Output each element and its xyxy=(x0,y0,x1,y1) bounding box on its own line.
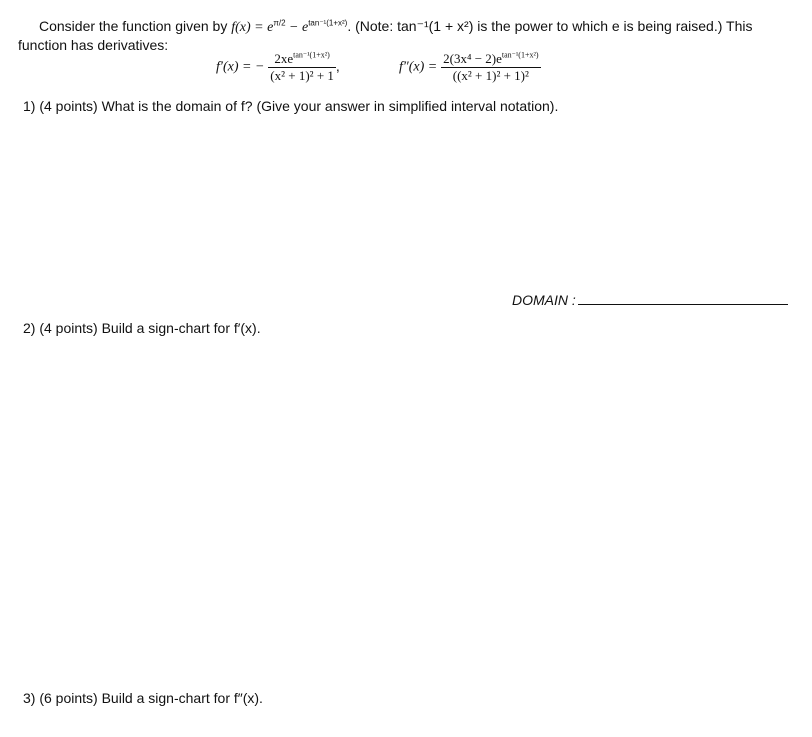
fprime-fraction xyxy=(268,51,336,84)
comma: , xyxy=(335,58,340,75)
fdouble-lhs: f″(x) = xyxy=(399,59,438,75)
note-text: . (Note: tan⁻¹(1 + x²) is the power to which e is being raised.) This xyxy=(347,18,753,34)
intro-text: Consider the function given by xyxy=(39,18,232,34)
intro-line-1 xyxy=(39,18,752,36)
fprime-lhs: f′(x) = − xyxy=(216,59,265,75)
exponent-arctan: tan⁻¹(1+x²) xyxy=(308,18,348,28)
minus-e: − e xyxy=(285,20,309,35)
exponent-pi-over-2: π/2 xyxy=(273,18,286,28)
fdouble-numerator: $2(3x^4 - 2)e^{tan^{-1}(1+x^2)}$ xyxy=(443,50,539,66)
fdouble-equation xyxy=(399,51,541,84)
question-3: 3) (6 points) Build a sign-chart for f″(x). xyxy=(23,690,263,706)
fprime-denominator: (x² + 1)² + 1 xyxy=(270,68,334,83)
question-2: 2) (4 points) Build a sign-chart for f′(x). xyxy=(23,320,261,336)
function-definition: f(x) = e xyxy=(231,20,274,35)
fdouble-denominator: ((x² + 1)² + 1)² xyxy=(452,68,529,83)
intro-line-2: function has derivatives: xyxy=(18,37,169,53)
fprime-numerator: $2xe^{tan^{-1}(1+x^2)}$ xyxy=(268,51,336,68)
fdouble-fraction xyxy=(441,51,540,84)
domain-answer-line[interactable] xyxy=(578,304,788,305)
domain-label: DOMAIN : xyxy=(512,292,576,308)
fprime-equation xyxy=(216,51,340,84)
question-1: 1) (4 points) What is the domain of f? (Give your answer in simplified interval notation). xyxy=(23,98,559,114)
